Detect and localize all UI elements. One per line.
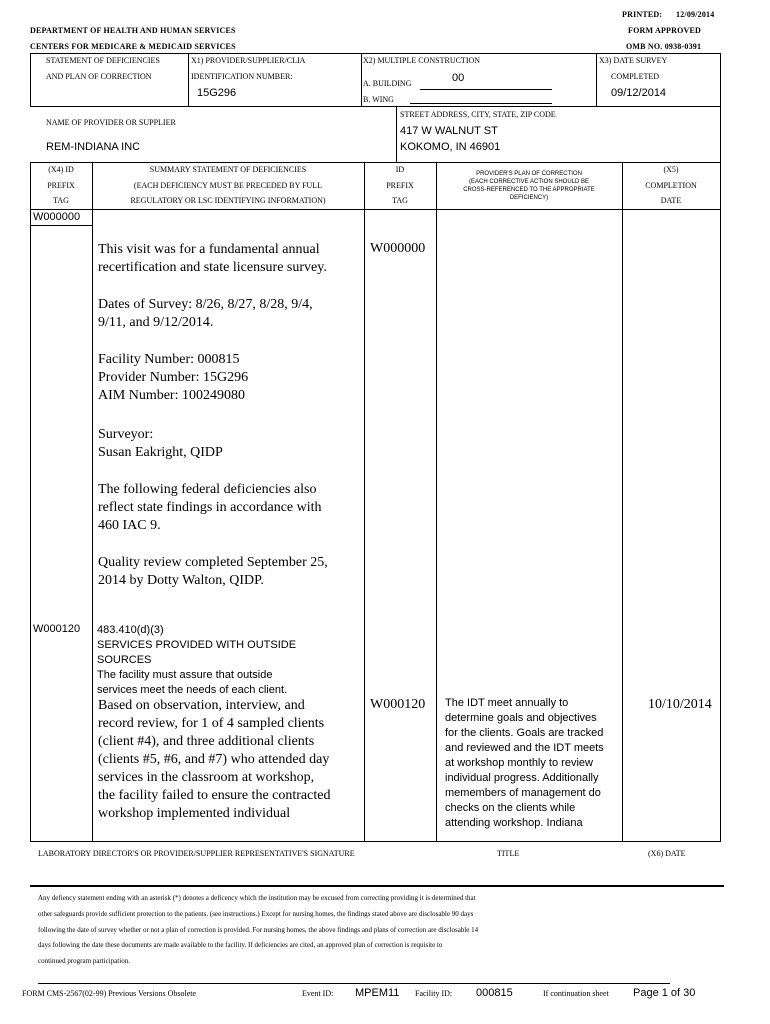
box-right-line [720,53,721,163]
x2-label: X2) MULTIPLE CONSTRUCTION [363,56,481,65]
x5-label-3: DATE [660,196,682,205]
plan-label-2: (EACH CORRECTIVE ACTION SHOULD BE [468,179,590,185]
box-bottom-line [30,162,720,163]
date-completed: 09/12/2014 [611,87,667,99]
facility-id-label: Facility ID: [415,989,453,998]
building-label: A. BUILDING [363,79,412,88]
plan-label-4: DEFICIENCY) [509,195,549,201]
building-value: 00 [452,72,465,84]
table-divider-3 [436,162,437,842]
disclaimer-line-1: Any defiency statement ending with an asterisk (*) denotes a deficency which the institution may be excused from correcting providing it is determined that [38,894,476,902]
printed-date: 12/09/2014 [676,10,715,19]
building-underline [420,89,552,90]
box-left-line [30,53,31,107]
event-id: MPEM11 [355,987,400,999]
x5-label-1: (X5) [663,165,679,174]
omb-number: OMB NO. 0938-0391 [626,42,702,51]
tag-w000000-right: W000000 [370,241,426,256]
summary-label-1: SUMMARY STATEMENT OF DEFICIENCIES [149,165,307,174]
surveyor-text: Surveyor: Susan Eakright, QIDP [98,427,223,460]
box-divider-3 [596,53,597,107]
x1-label-1: X1) PROVIDER/SUPPLIER/CLIA [191,56,306,65]
plan-label-3: CROSS-REFERENCED TO THE APPROPRIATE [463,187,595,193]
finding-text: Based on observation, interview, and record review, for 1 of 4 sampled clients (client #4), and three additional clients (clients #5, #6, and #7) who attended day services in the classroom at workshop, the facility failed to ensure the contracted workshop implemented individual [98,698,331,821]
column-header-bottom [30,209,720,210]
x1-label-2: IDENTIFICATION NUMBER: [191,72,293,81]
facility-numbers-text: Facility Number: 000815 Provider Number: 15G296 AIM Number: 100249080 [98,352,249,403]
summary-label-2: (EACH DEFICIENCY MUST BE PRECEDED BY FULL [133,181,323,190]
x5-label-2: COMPLETION [645,181,697,190]
page-number: Page 1 of 30 [633,987,696,999]
id-label-1: ID [395,165,405,174]
plan-label-1: PROVIDER'S PLAN OF CORRECTION [476,171,582,177]
x6-date-label: (X6) DATE [648,849,686,858]
id-label-2: PREFIX [386,181,414,190]
table-divider-4 [622,162,623,842]
plan-of-correction-text: The IDT meet annually to determine goals and objectives for the clients. Goals are tracked and reviewed and the IDT meets at workshop monthly to review individual progress. Additionally memembers of management do checks on the clients while attending workshop. Indiana [445,697,604,829]
table-divider-2 [364,162,365,842]
summary-label-3: REGULATORY OR LSC IDENTIFYING INFORMATION) [130,196,326,205]
wing-underline [410,103,552,104]
department-name: DEPARTMENT OF HEALTH AND HUMAN SERVICES [30,26,236,35]
regulation-text: 483.410(d)(3) SERVICES PROVIDED WITH OUTSIDE SOURCES The facility must assure that outside services meet the needs of each client. [97,624,297,696]
tag-w000120: W000120 [33,623,81,635]
disclaimer-line-3: following the date of survey whether or not a plan of correction is provided. For nursing homes, the above findings and plans of correction are disclosable 14 [38,926,479,934]
event-id-label: Event ID: [302,989,334,998]
intro-text: This visit was for a fundamental annual recertification and state licensure survey. [98,242,327,275]
provider-name: REM-INDIANA INC [46,141,141,153]
disclaimer-line-4: days following the date these documents are made available to the facility. If deficiencies are cited, an approved plan of correction is requisite to [38,941,443,949]
provider-name-label: NAME OF PROVIDER OR SUPPLIER [46,118,176,127]
x4-label-1: (X4) ID [48,165,74,174]
printed-label: PRINTED: [622,10,663,19]
box-divider-2 [361,53,362,107]
disclaimer-line-2: other safeguards provide sufficient protection to the patients. (see instructions.) Except for nursing homes, the findings stated above are disclosable 90 days [38,910,474,918]
address-line-1: 417 W WALNUT ST [400,125,498,137]
tag-w000000: W000000 [33,211,81,223]
centers-name: CENTERS FOR MEDICARE & MEDICAID SERVICES [30,42,236,51]
completion-date: 10/10/2014 [648,697,712,712]
x3-label-1: X3) DATE SURVEY [599,56,668,65]
x3-label-2: COMPLETED [611,72,659,81]
table-left-line [30,162,31,842]
title-label: TITLE [497,849,520,858]
box-mid-line [30,106,720,107]
x4-label-2: PREFIX [47,181,75,190]
table-right-line [720,162,721,842]
statement-label-1: STATEMENT OF DEFICIENCIES [46,56,160,65]
quality-review-text: Quality review completed September 25, 2014 by Dotty Walton, QIDP. [98,555,328,588]
table-divider-1 [92,162,93,842]
x4-label-3: TAG [53,196,69,205]
address-line-2: KOKOMO, IN 46901 [400,141,501,153]
form-number: FORM CMS-2567(02-99) Previous Versions Obsolete [22,989,197,998]
footer-rule [38,983,670,984]
signature-line [30,885,724,887]
box-divider-1 [188,53,189,107]
table-bottom-line [30,841,721,842]
signature-label: LABORATORY DIRECTOR'S OR PROVIDER/SUPPLIER REPRESENTATIVE'S SIGNATURE [38,849,355,858]
continuation-label: If continuation sheet [543,989,609,998]
survey-dates-text: Dates of Survey: 8/26, 8/27, 8/28, 9/4, 9/11, and 9/12/2014. [98,297,313,330]
address-label: STREET ADDRESS, CITY, STATE, ZIP CODE [400,110,556,119]
statement-label-2: AND PLAN OF CORRECTION [46,72,152,81]
facility-id: 000815 [476,987,513,999]
wing-label: B. WING [363,95,394,104]
provider-id: 15G296 [197,87,237,99]
box-divider-4 [396,106,397,163]
tag-underline [30,225,92,226]
box-top-line [30,53,720,54]
disclaimer-line-5: continued program participation. [38,957,130,965]
form-approved: FORM APPROVED [628,26,702,35]
federal-deficiencies-text: The following federal deficiencies also reflect state findings in accordance with 460 IAC 9. [98,482,322,533]
tag-w000120-right: W000120 [370,697,426,712]
id-label-3: TAG [392,196,408,205]
